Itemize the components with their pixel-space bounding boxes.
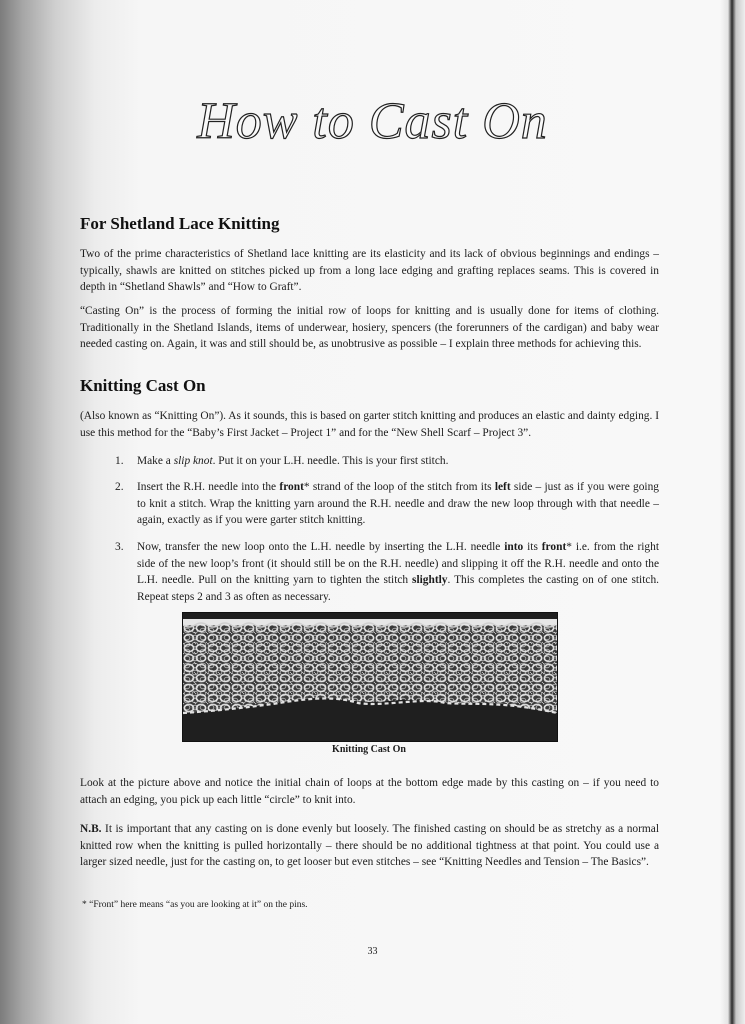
section-heading-knitting-cast-on: Knitting Cast On [80, 376, 206, 395]
footnote: * “Front” here means “as you are looking at it” on the pins. [82, 900, 308, 910]
step-number: 3. [115, 541, 124, 553]
casting-on-paragraph: “Casting On” is the process of forming the initial row of loops for knitting and is usually done for items of clothing. Traditionally in the Shetland Islands, items of underwear, hosiery, spencers (the forerunners of the cardigan) and baby wear needed casting on. Again, it was and still should be, as unobtrusive as possible – I explain three methods for achieving this. [80, 305, 659, 351]
picture-explanation-paragraph: Look at the picture above and notice the initial chain of loops at the bottom edge made by this casting on – if you need to attach an edging, you pick up each little “circle” to knit into. [80, 777, 659, 806]
lace-swatch-illustration [183, 613, 557, 741]
nb-paragraph [80, 821, 659, 871]
knitted-lace-swatch-image [182, 612, 558, 742]
page-title: How to Cast On [197, 93, 548, 150]
page-number: 33 [367, 946, 378, 957]
intro-paragraph: Two of the prime characteristics of Shetland lace knitting are its elasticity and its lack of obvious beginnings and endings – typically, shawls are knitted on stitches picked up from a long lace edging and grafting replaces seams. This is covered in depth in “Shetland Shawls” and “How to Graft”. [80, 248, 659, 294]
step-3: 3. Now, transfer the new loop onto the L.H. needle by inserting the L.H. needle into its front* i.e. from the right side of the new loop’s front (it should still be on the R.H. needle) and slipping it off the R.H. needle and onto the L.H. needle. Pull on the knitting yarn to tighten the stitch slightly. This completes the casting on of one stitch. Repeat steps 2 and 3 as often as necessary. [115, 541, 659, 603]
image-caption: Knitting Cast On [332, 744, 406, 755]
step-number: 2. [115, 481, 124, 493]
step-1: 1. Make a slip knot. Put it on your L.H. needle. This is your first stitch. [137, 453, 659, 470]
nb-text: It is important that any casting on is done evenly but loosely. The finished casting on should be as stretchy as a normal knitted row when the knitting is pulled horizontally – there should be no additional tightness at that point. You could use a larger sized needle, just for the casting on, to get looser but even stitches – see “Knitting Needles and Tension – The Basics”. [80, 823, 659, 869]
section-heading-shetland: For Shetland Lace Knitting [80, 214, 280, 233]
nb-label: N.B. [80, 823, 102, 835]
knitting-cast-on-intro: (Also known as “Knitting On”). As it sounds, this is based on garter stitch knitting and produces an elastic and dainty edging. I use this method for the “Baby’s First Jacket – Project 1” and for the “New Shell Scarf – Project 3”. [80, 410, 659, 439]
step-number: 1. [115, 455, 124, 467]
step-2: 2. Insert the R.H. needle into the front* strand of the loop of the stitch from its left side – just as if you were going to knit a stitch. Wrap the knitting yarn around the R.H. needle and draw the new loop through with that needle – again, exactly as if you were garter stitch knitting. [115, 481, 659, 527]
